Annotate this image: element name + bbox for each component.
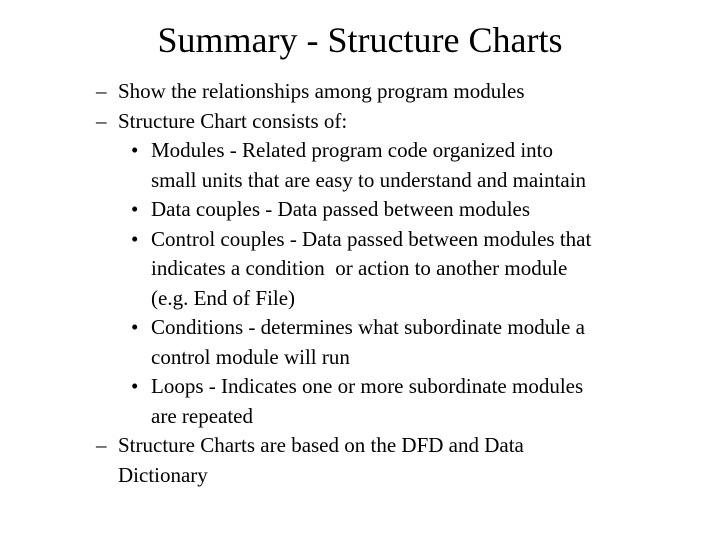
bullet-text-line: Data couples - Data passed between modules <box>151 197 531 221</box>
dash-marker: – <box>96 108 107 133</box>
bullet-marker: • <box>131 226 139 251</box>
bullet-text-line: control module will run <box>151 344 350 369</box>
bullet-text-line: Structure Charts are based on the DFD and Data <box>118 433 524 457</box>
bullet-text-line: small units that are easy to understand and maintain <box>151 167 587 192</box>
bullet-text-line: indicates a condition or action to another module <box>151 256 568 280</box>
sub-bullet-control-couples <box>0 225 671 314</box>
sub-bullet-data-couples <box>0 195 671 225</box>
slide-title: Summary - Structure Charts <box>157 20 563 60</box>
dash-marker: – <box>96 433 107 457</box>
bullet-text-line: Modules - Related program code organized into <box>151 138 553 162</box>
bullet-marker: • <box>131 138 139 162</box>
bullet-item-relationships <box>0 77 638 107</box>
slide-body <box>0 77 720 490</box>
bullet-text-line: Conditions - determines what subordinate module a <box>151 315 585 339</box>
bullet-text-line: Structure Chart consists of: <box>118 108 348 133</box>
bullet-text-line: Loops - Indicates one or more subordinate modules <box>151 374 584 398</box>
sub-bullet-conditions <box>0 313 671 372</box>
bullet-text-line: (e.g. End of File) <box>151 285 296 310</box>
bullet-marker: • <box>131 315 139 339</box>
bullet-text-line: Dictionary <box>118 462 208 487</box>
bullet-text-line: are repeated <box>151 403 253 428</box>
bullet-item-consists-of <box>0 107 638 137</box>
dash-marker: – <box>96 79 107 103</box>
bullet-text-line: Show the relationships among program modules <box>118 79 525 103</box>
sub-bullet-modules <box>0 136 671 195</box>
sub-bullet-loops <box>0 372 671 431</box>
bullet-marker: • <box>131 374 139 398</box>
bullet-item-based-on-dfd <box>0 431 638 490</box>
bullet-marker: • <box>131 197 139 221</box>
bullet-text-line: Control couples - Data passed between modules that <box>151 226 592 251</box>
